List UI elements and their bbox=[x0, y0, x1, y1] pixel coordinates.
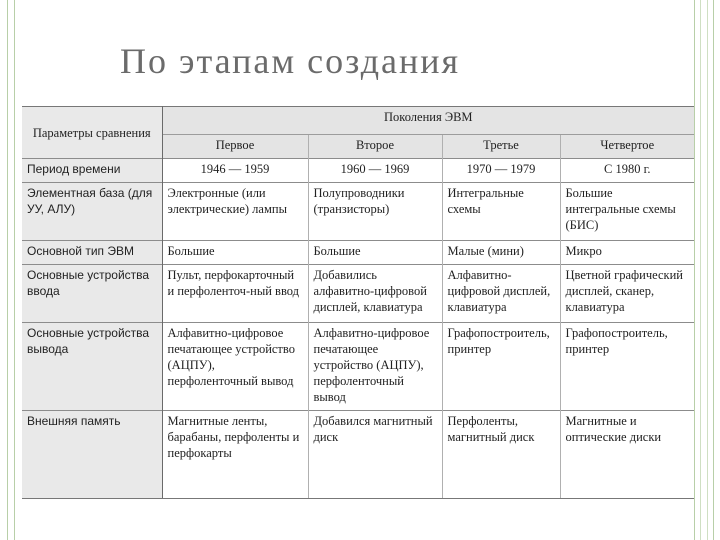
param-header: Параметры сравнения bbox=[22, 107, 162, 159]
generation-header-2: Второе bbox=[308, 135, 442, 159]
table-row-element-base bbox=[22, 183, 694, 241]
row-label-input-devices: Основные устройства ввода bbox=[22, 265, 162, 323]
cell-external-memory-1: Магнитные ленты, барабаны, перфоленты и перфокарты bbox=[162, 411, 308, 499]
cell-external-memory-2: Добавился магнитный диск bbox=[308, 411, 442, 499]
cell-computer-type-1: Большие bbox=[162, 241, 308, 265]
computer-generations-table bbox=[22, 106, 694, 499]
cell-input-devices-3: Алфавитно-цифровой дисплей, клавиатура bbox=[442, 265, 560, 323]
table-row-external-memory bbox=[22, 411, 694, 499]
cell-element-base-2: Полупроводники (транзисторы) bbox=[308, 183, 442, 241]
table-row-output-devices bbox=[22, 323, 694, 411]
row-label-output-devices: Основные устройства вывода bbox=[22, 323, 162, 411]
slide-frame-left bbox=[7, 0, 15, 540]
table-row-computer-type bbox=[22, 241, 694, 265]
generations-header: Поколения ЭВМ bbox=[162, 107, 694, 135]
header-row-1 bbox=[22, 107, 694, 135]
row-label-computer-type: Основной тип ЭВМ bbox=[22, 241, 162, 265]
row-label-element-base: Элементная база (для УУ, АЛУ) bbox=[22, 183, 162, 241]
cell-input-devices-2: Добавились алфавитно-цифровой дисплей, клавиатура bbox=[308, 265, 442, 323]
period-cell-3: 1970 — 1979 bbox=[442, 159, 560, 183]
period-cell-1: 1946 — 1959 bbox=[162, 159, 308, 183]
cell-element-base-3: Интегральные схемы bbox=[442, 183, 560, 241]
comparison-table-wrapper bbox=[22, 106, 694, 498]
cell-output-devices-1: Алфавитно-цифровое печатающее устройство (АЦПУ), перфоленточный вывод bbox=[162, 323, 308, 411]
slide-frame-right-inner bbox=[700, 0, 708, 540]
cell-input-devices-1: Пульт, перфокарточный и перфоленточ-ный ввод bbox=[162, 265, 308, 323]
table-row-input-devices bbox=[22, 265, 694, 323]
cell-computer-type-3: Малые (мини) bbox=[442, 241, 560, 265]
cell-output-devices-4: Графопостроитель, принтер bbox=[560, 323, 694, 411]
slide-title: По этапам создания bbox=[120, 41, 461, 81]
cell-external-memory-3: Перфоленты, магнитный диск bbox=[442, 411, 560, 499]
cell-element-base-4: Большие интегральные схемы (БИС) bbox=[560, 183, 694, 241]
cell-external-memory-4: Магнитные и оптические диски bbox=[560, 411, 694, 499]
row-label-external-memory: Внешняя память bbox=[22, 411, 162, 499]
table-row-period bbox=[22, 159, 694, 183]
period-cell-2: 1960 — 1969 bbox=[308, 159, 442, 183]
cell-input-devices-4: Цветной графический дисплей, сканер, клавиатура bbox=[560, 265, 694, 323]
period-cell-4: С 1980 г. bbox=[560, 159, 694, 183]
generation-header-1: Первое bbox=[162, 135, 308, 159]
row-label-period: Период времени bbox=[22, 159, 162, 183]
cell-computer-type-4: Микро bbox=[560, 241, 694, 265]
cell-output-devices-3: Графопостроитель, принтер bbox=[442, 323, 560, 411]
cell-computer-type-2: Большие bbox=[308, 241, 442, 265]
generation-header-4: Четвертое bbox=[560, 135, 694, 159]
cell-output-devices-2: Алфавитно-цифровое печатающее устройство (АЦПУ), перфоленточный вывод bbox=[308, 323, 442, 411]
generation-header-3: Третье bbox=[442, 135, 560, 159]
cell-element-base-1: Электронные (или электрические) лампы bbox=[162, 183, 308, 241]
